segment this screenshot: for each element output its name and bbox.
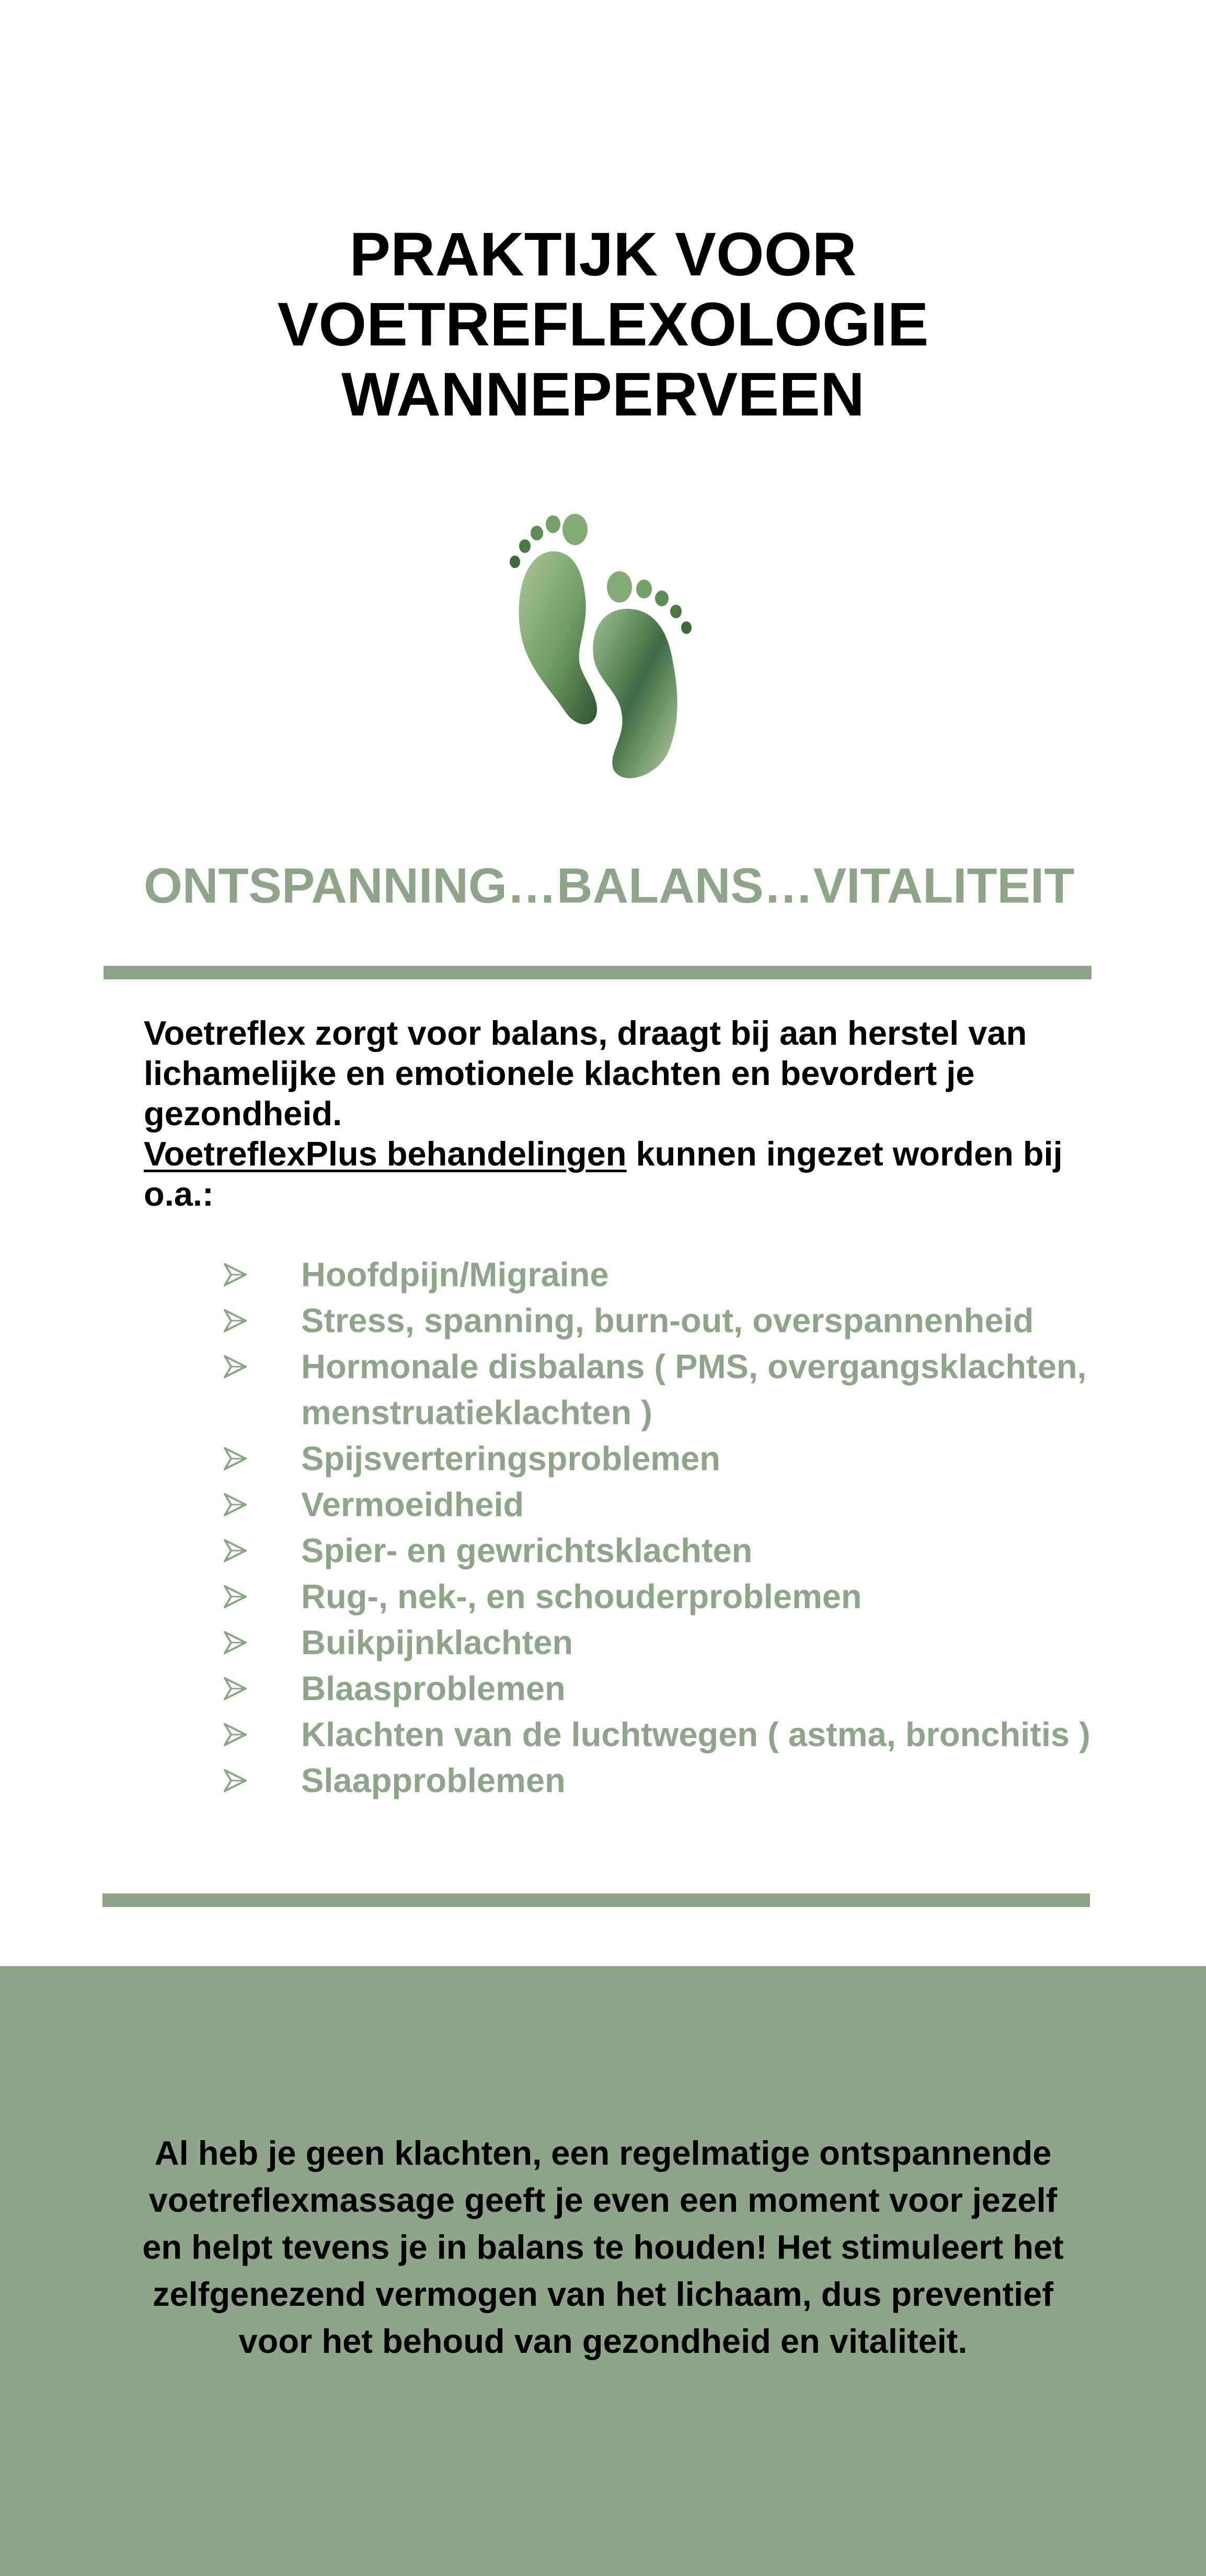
list-item-text: Rug-, nek-, en schouderproblemen [301, 1577, 862, 1615]
list-item [224, 1436, 1102, 1482]
intro-paragraph [144, 1013, 1085, 1214]
list-item [224, 1758, 1102, 1804]
arrowhead-bullet-icon [224, 1769, 247, 1792]
arrowhead-bullet-icon [224, 1309, 247, 1332]
list-item-text: Slaapproblemen [301, 1761, 566, 1799]
intro-rest-text: kunnen ingezet worden bij o.a.: [144, 1135, 1063, 1213]
arrowhead-bullet-icon [224, 1723, 247, 1746]
list-item [224, 1344, 1102, 1436]
list-item [224, 1528, 1102, 1574]
list-item-text: Hoofdpijn/Migraine [301, 1255, 609, 1293]
arrowhead-bullet-icon [224, 1263, 247, 1286]
divider-bottom [102, 1893, 1090, 1907]
list-item [224, 1482, 1102, 1528]
list-item [224, 1620, 1102, 1666]
intro-text: Voetreflex zorgt voor balans, draagt bij aan herstel van lichamelijke en emotionele klachten en bevordert je gezondheid. [144, 1014, 1027, 1133]
list-item-text: Vermoeidheid [301, 1485, 524, 1523]
list-item-text: Spijsverteringsproblemen [301, 1439, 720, 1477]
list-item-text: Klachten van de luchtwegen ( astma, bronchitis ) [301, 1715, 1090, 1753]
closing-text: Al heb je geen klachten, een regelmatige ontspannende voetreflexmassage geeft je even een moment voor jezelf en helpt tevens je in balans te houden! Het stimuleert het zelfgenezend vermogen van het lichaam, dus preventief voor het behoud van gezondheid en vitaliteit. [142, 2134, 1064, 2360]
divider-top [104, 966, 1092, 979]
tagline: ONTSPANNING…BALANS…VITALITEIT [144, 858, 1075, 914]
arrowhead-bullet-icon [224, 1677, 247, 1700]
list-item-text: Spier- en gewrichtsklachten [301, 1531, 753, 1569]
title-line-1: PRAKTIJK VOOR [349, 220, 857, 289]
complaints-list [224, 1252, 1102, 1804]
list-item [224, 1298, 1102, 1344]
arrowhead-bullet-icon [224, 1355, 247, 1378]
arrowhead-bullet-icon [224, 1493, 247, 1516]
voetreflexplus-link[interactable]: VoetreflexPlus behandelingen [144, 1135, 627, 1173]
page-title [0, 220, 1206, 430]
list-item [224, 1712, 1102, 1758]
list-item [224, 1252, 1102, 1298]
arrowhead-bullet-icon [224, 1539, 247, 1562]
list-item-text: Buikpijnklachten [301, 1623, 573, 1661]
title-line-2: VOETREFLEXOLOGIE [277, 290, 929, 359]
arrowhead-bullet-icon [224, 1585, 247, 1608]
footprints-icon [502, 510, 703, 781]
list-item-text: Hormonale disbalans ( PMS, overgangsklachten, menstruatieklachten ) [301, 1347, 1087, 1431]
list-item [224, 1666, 1102, 1712]
title-line-3: WANNEPERVEEN [341, 360, 865, 429]
arrowhead-bullet-icon [224, 1447, 247, 1470]
list-item-text: Stress, spanning, burn-out, overspannenheid [301, 1301, 1034, 1339]
list-item-text: Blaasproblemen [301, 1669, 566, 1707]
list-item [224, 1574, 1102, 1620]
arrowhead-bullet-icon [224, 1631, 247, 1654]
